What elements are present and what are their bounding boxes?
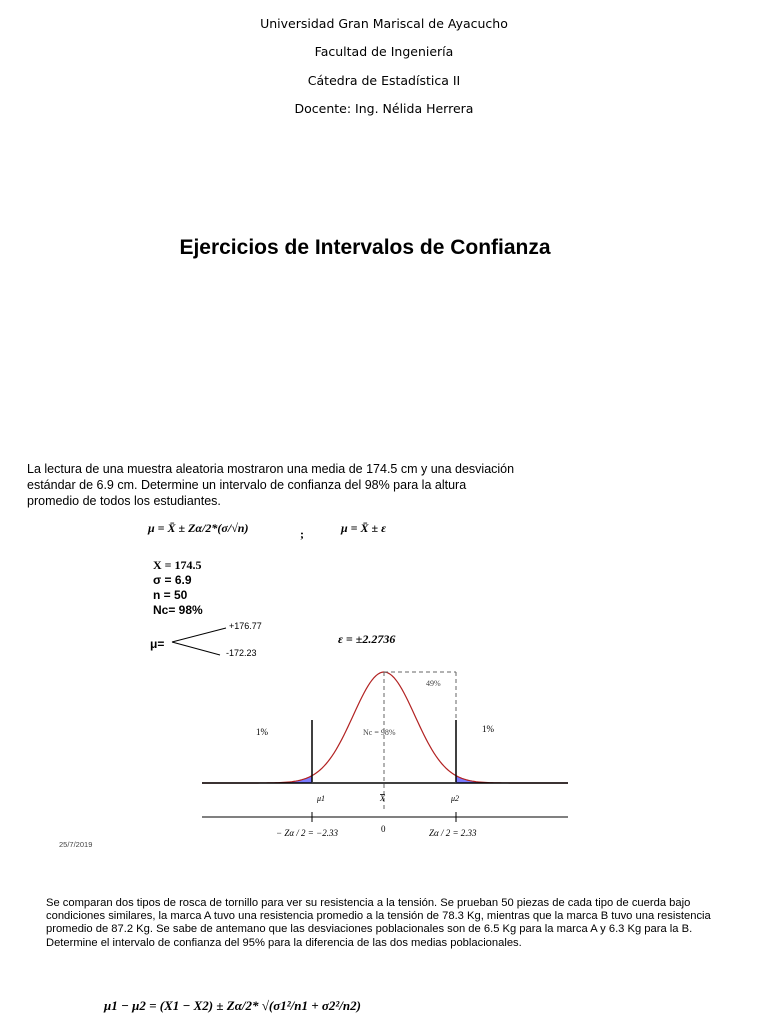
sigma-value: σ = 6.9 [153,573,192,587]
problem2-text: Se comparan dos tipos de rosca de tornillo para ver su resistencia a la tensión. Se prueban 50 piezas de cada tipo de cuerda bajo condiciones similares, la marca A tuvo una resistencia promedio a la tensión de 78.3 Kg, mientras que la marca B tuvo una resistencia promedio de 87.2 Kg. Se sabe de antemano que las desviaciones poblacionales son de 6.5 Kg para la marca A y 6.3 Kg para la B. Determine el intervalo de confianza del 95% para la diferencia de las dos medias poblacionales. [46,897,711,949]
mu-branch-lines [170,625,230,659]
n-value: n = 50 [153,588,188,602]
mu-upper-value: +176.77 [229,621,262,631]
formula-difference: μ1 − μ2 = (X1 − X2) ± Zα/2* √(σ1²/n1 + σ2²/n2) [104,998,361,1013]
mu-lower-value: -172.23 [226,648,257,658]
epsilon-value: ε = ±2.2736 [338,632,396,646]
teacher-name: Docente: Ing. Nélida Herrera [294,101,474,116]
left-tail-label: 1% [256,727,268,737]
mu-label: μ= [150,637,165,651]
formula-short: μ = X̄ ± ε [341,521,387,535]
normal-curve-chart [196,662,576,842]
center-label: Nc = 98% [363,728,396,737]
mu1-mark: μ1 [317,794,326,803]
right-tail-area [456,776,568,783]
given-values [153,558,203,618]
z-right-label: Zα / 2 = 2.33 [429,828,477,838]
chair-name: Cátedra de Estadística II [307,73,461,88]
university-name: Universidad Gran Mariscal de Ayacucho [260,16,508,31]
z-zero-label: 0 [381,824,386,834]
z-left-label: − Zα / 2 = −2.33 [276,828,338,838]
right-tail-label: 1% [482,724,494,734]
problem1-text: La lectura de una muestra aleatoria mostraron una media de 174.5 cm y una desviación estándar de 6.9 cm. Determine un intervalo de confianza del 98% para la altura promedio de todos los estudiantes. [27,462,515,508]
mu2-mark: μ2 [451,794,460,803]
xbar-mark: X [380,794,385,803]
formula-separator: ; [300,527,304,541]
faculty-name: Facultad de Ingeniería [314,44,454,59]
left-tail-area [202,776,312,783]
half-label: 49% [426,679,441,688]
xbar-value: X = 174.5 [153,558,202,572]
date-stamp: 25/7/2019 [59,840,93,849]
nc-value: Nc= 98% [153,603,203,617]
page-title: Ejercicios de Intervalos de Confianza [179,236,551,259]
formula-main: μ = X̄ ± Zα/2*(σ/√n) [148,521,249,535]
